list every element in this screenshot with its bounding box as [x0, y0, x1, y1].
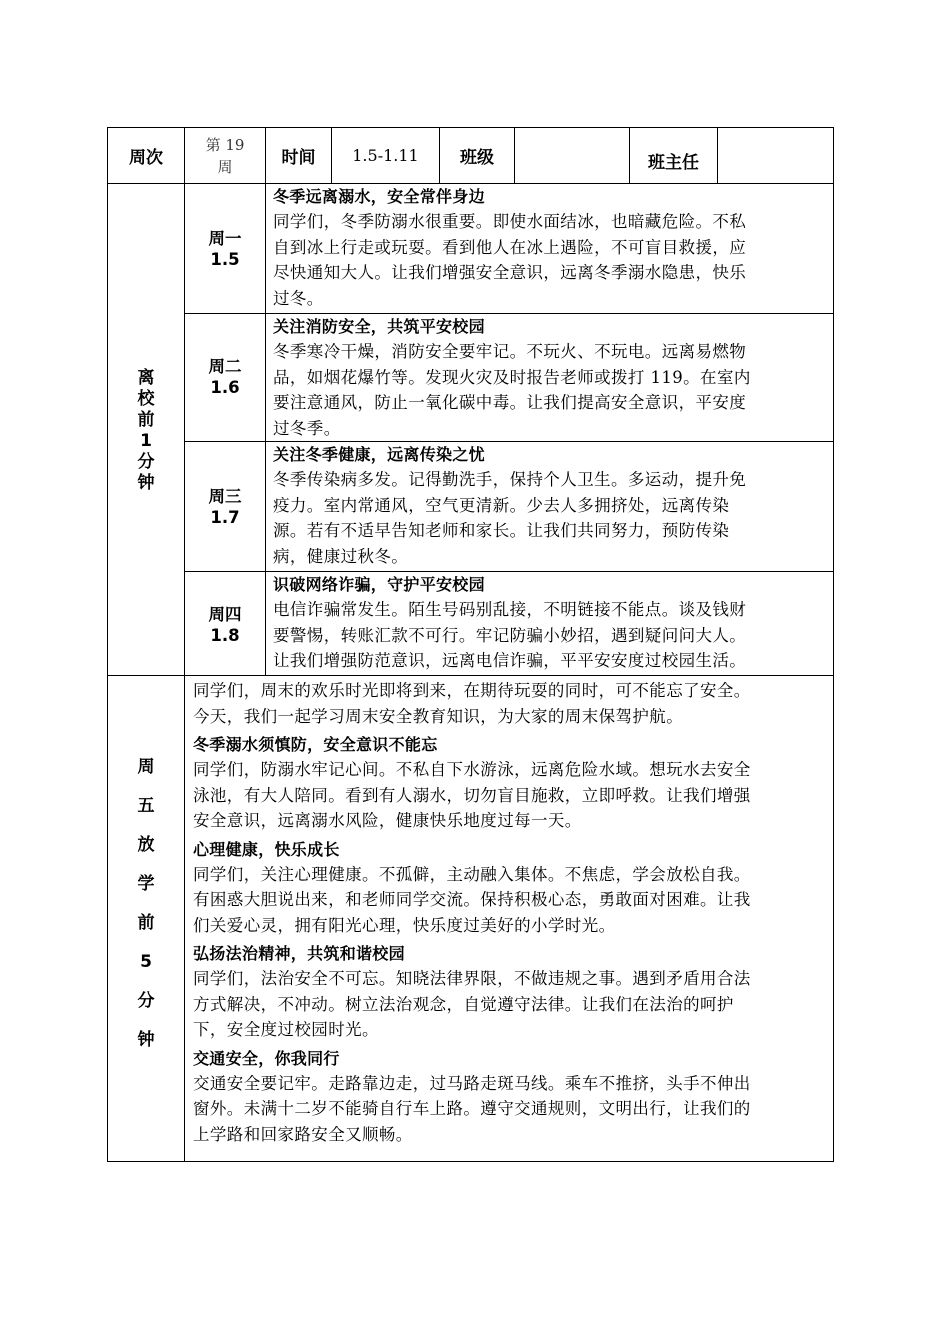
topic-title: 冬季溺水须慎防，安全意识不能忘 [193, 735, 438, 754]
time-value: 1.5-1.11 [352, 146, 419, 165]
week-label: 周次 [129, 148, 163, 168]
topic-line: 疫力。室内常通风，空气更清新。少去人多拥挤处，远离传染 [273, 495, 730, 515]
day-cell-tuesday [185, 356, 265, 398]
topic-line: 电信诈骗常发生。陌生号码别乱接，不明链接不能点。谈及钱财 [273, 600, 747, 619]
topic-line: 自到冰上行走或玩耍。看到他人在冰上遇险，不可盲目救援，应 [273, 237, 747, 257]
topic-line: 下，安全度过校园时光。 [193, 1020, 379, 1039]
day-name: 周四 [208, 605, 242, 624]
section2-label [108, 748, 184, 1060]
day-date: 1.8 [210, 626, 240, 645]
section2-label-char: 学 [137, 874, 155, 894]
friday-content [193, 678, 829, 1147]
topic-line: 泳池，有大人陪同。看到有人溺水，切勿盲目施救，立即呼救。让我们增强 [193, 785, 751, 805]
day-date: 1.5 [210, 250, 240, 269]
topic-line: 同学们，防溺水牢记心间。不私自下水游泳，远离危险水域。想玩水去安全 [193, 760, 751, 779]
topic-title: 交通安全，你我同行 [193, 1048, 340, 1068]
week-value: 第 19 周 [205, 135, 245, 176]
topic-title: 关注消防安全，共筑平安校园 [273, 317, 485, 336]
topic-line: 交通安全要记牢。走路靠边走，过马路走斑马线。乘车不推挤，头手不伸出 [193, 1073, 751, 1093]
topic-line: 安全意识，远离溺水风险，健康快乐地度过每一天。 [193, 811, 582, 830]
section2-label-char: 五 [137, 796, 155, 816]
day-name: 周一 [208, 229, 242, 248]
time-label: 时间 [281, 148, 316, 168]
topic-line: 尽快通知大人。让我们增强安全意识，远离冬季溺水隐患，快乐 [273, 263, 747, 282]
topic-line: 同学们，冬季防溺水很重要。即使水面结冰，也暗藏危险。不私 [273, 212, 747, 231]
day-date: 1.7 [210, 508, 240, 527]
topic-line: 同学们，关注心理健康。不孤僻，主动融入集体。不焦虑，学会放松自我。 [193, 864, 751, 884]
topic-line: 们关爱心灵，拥有阳光心理，快乐度过美好的小学时光。 [193, 915, 616, 935]
day-name: 周二 [208, 357, 242, 376]
day-cell-thursday [185, 604, 265, 646]
class-label: 班级 [460, 148, 494, 168]
section1-label-char: 1 [140, 431, 152, 451]
topic-line: 让我们增强防范意识，远离电信诈骗，平平安安度过校园生活。 [273, 651, 747, 670]
day-cell-wednesday [185, 486, 265, 528]
topic-line: 要警惕，转账汇款不可行。牢记防骗小妙招，遇到疑问问大人。 [273, 625, 747, 645]
topic-line: 要注意通风，防止一氧化碳中毒。让我们提高安全意识，平安度 [273, 393, 747, 412]
teacher-label: 班主任 [648, 153, 699, 173]
day-content-wednesday [273, 442, 829, 569]
section2-label-char: 放 [137, 835, 155, 855]
class-value[interactable] [515, 128, 629, 183]
day-date: 1.6 [210, 378, 240, 397]
day-name: 周三 [208, 487, 242, 506]
topic-line: 冬季传染病多发。记得勤洗手，保持个人卫生。多运动，提升免 [273, 470, 747, 489]
intro-line: 同学们，周末的欢乐时光即将到来，在期待玩耍的同时，可不能忘了安全。 [193, 681, 751, 700]
topic-line: 冬季寒冷干燥，消防安全要牢记。不玩火、不玩电。远离易燃物 [273, 342, 747, 361]
topic-line: 过冬。 [273, 288, 324, 308]
topic-line: 同学们，法治安全不可忘。知晓法律界限，不做违规之事。遇到矛盾用合法 [193, 969, 751, 988]
teacher-value[interactable] [718, 128, 833, 183]
topic-line: 病，健康过秋冬。 [273, 546, 409, 566]
topic-line: 上学路和回家路安全又顺畅。 [193, 1124, 413, 1144]
section2-label-char: 钟 [137, 1030, 155, 1050]
topic-title: 心理健康，快乐成长 [193, 839, 340, 859]
topic-title: 冬季远离溺水，安全常伴身边 [273, 187, 485, 206]
topic-line: 有困惑大胆说出来，和老师同学交流。保持积极心态，勇敢面对困难。让我 [193, 890, 751, 909]
topic-line: 方式解决，不冲动。树立法治观念，自觉遵守法律。让我们在法治的呵护 [193, 994, 734, 1014]
section2-label-char: 前 [137, 913, 155, 933]
day-content-monday [273, 184, 829, 311]
section1-label-char: 钟 [137, 473, 155, 493]
topic-line: 品，如烟花爆竹等。发现火灾及时报告老师或拨打 119。在室内 [273, 367, 751, 387]
topic-title: 弘扬法治精神，共筑和谐校园 [193, 944, 405, 963]
day-content-thursday [273, 572, 829, 674]
section1-label-char: 前 [137, 410, 155, 430]
intro-line: 今天，我们一起学习周末安全教育知识，为大家的周末保驾护航。 [193, 706, 684, 726]
section1-label-char: 校 [137, 389, 155, 409]
topic-title: 关注冬季健康，远离传染之忧 [273, 445, 485, 464]
topic-line: 窗外。未满十二岁不能骑自行车上路。遵守交通规则，文明出行，让我们的 [193, 1099, 751, 1118]
topic-line: 源。若有不适早告知老师和家长。让我们共同努力，预防传染 [273, 521, 730, 540]
day-content-tuesday [273, 314, 829, 441]
section2-label-char: 5 [140, 952, 152, 972]
topic-line: 过冬季。 [273, 418, 341, 438]
section1-label-char: 离 [137, 368, 155, 388]
topic-title: 识破网络诈骗，守护平安校园 [273, 575, 485, 594]
section1-label-char: 分 [137, 452, 155, 472]
section1-label [108, 368, 184, 494]
section2-label-char: 分 [137, 991, 155, 1011]
section2-label-char: 周 [137, 757, 155, 777]
day-cell-monday [185, 228, 265, 270]
